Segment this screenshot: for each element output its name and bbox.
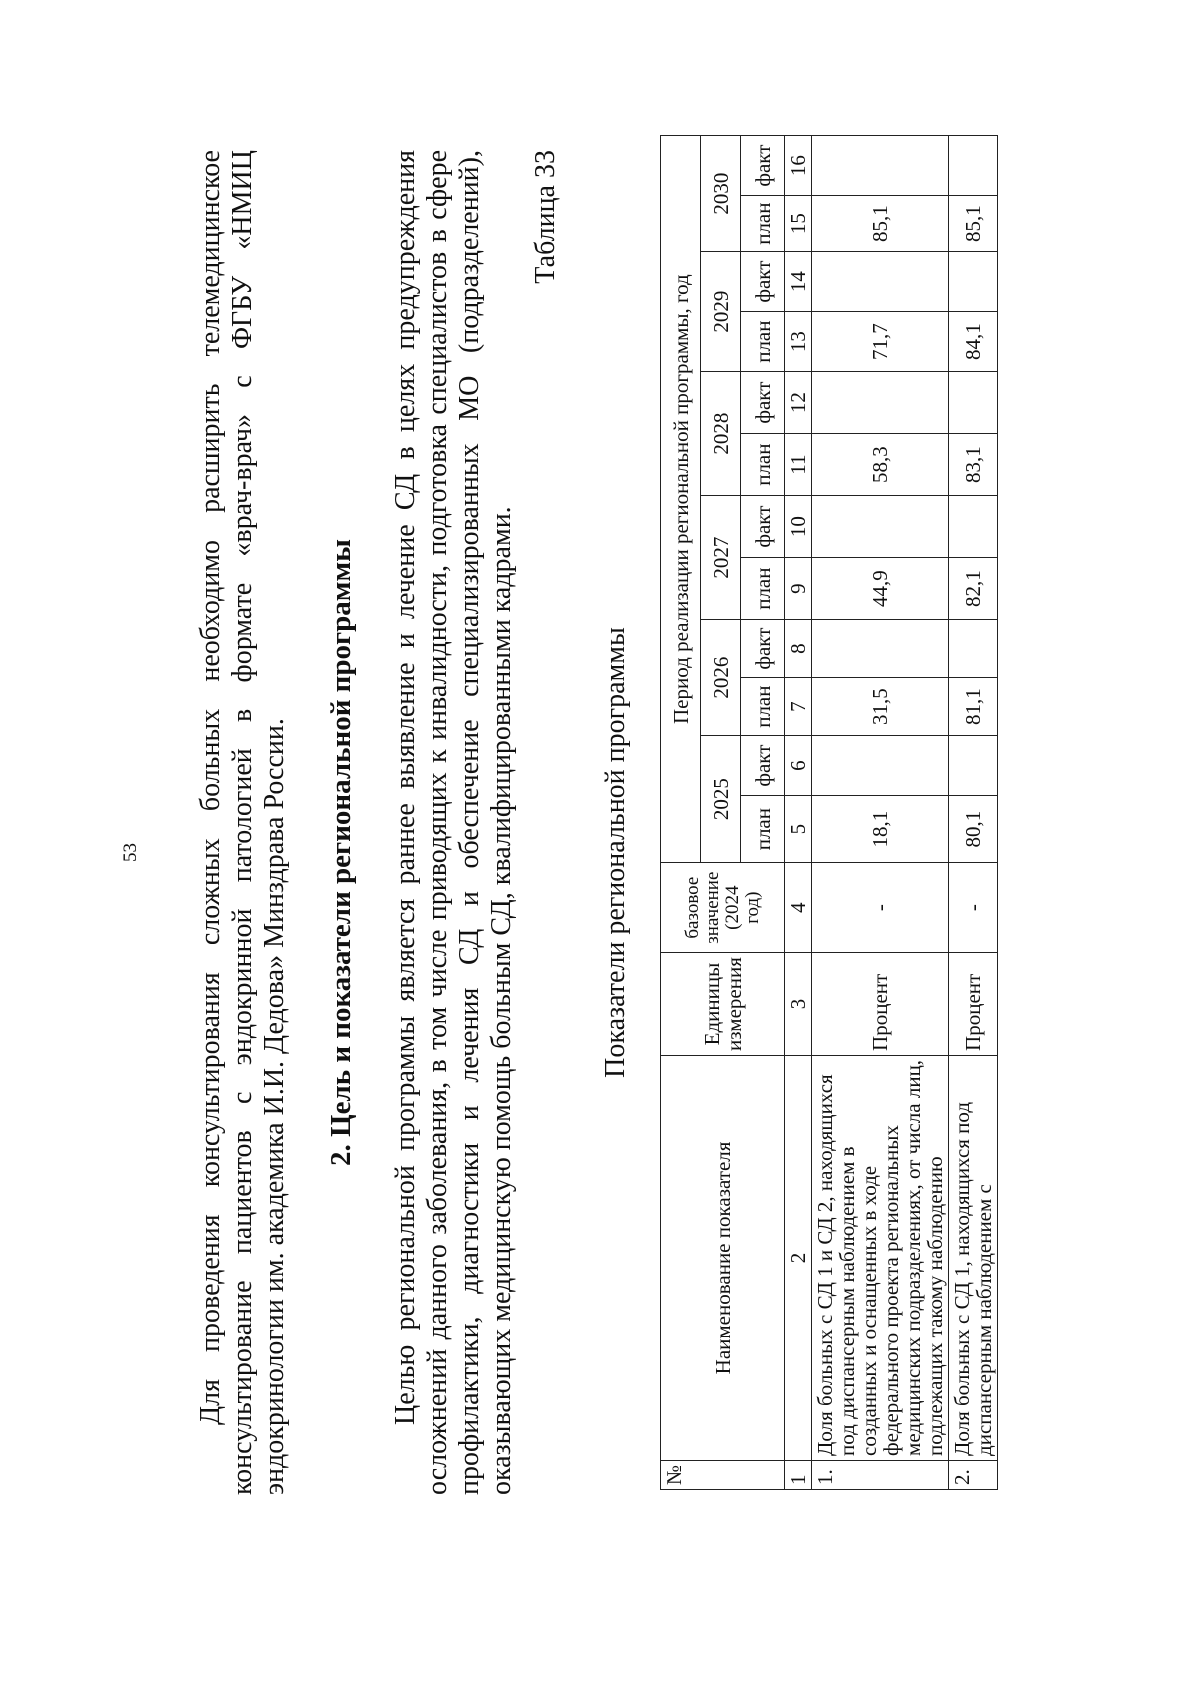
header-year: 2026 <box>701 620 741 736</box>
row-fact <box>812 372 949 434</box>
row-fact <box>812 252 949 312</box>
row-plan: 85,1 <box>812 196 949 252</box>
row-fact <box>949 620 998 678</box>
col-number: 7 <box>785 678 812 736</box>
header-fact: факт <box>741 252 785 312</box>
table-label: Таблица 33 <box>530 150 561 284</box>
row-plan: 85,1 <box>949 196 998 252</box>
header-fact: факт <box>741 736 785 796</box>
header-period: Период реализации региональной программы, год <box>661 136 701 863</box>
row-fact <box>812 620 949 678</box>
row-fact <box>812 496 949 558</box>
col-number: 14 <box>785 252 812 312</box>
row-plan: 44,9 <box>812 558 949 620</box>
header-name: Наименование показателя <box>661 1055 785 1460</box>
header-year: 2025 <box>701 736 741 863</box>
header-plan: план <box>741 796 785 863</box>
header-year: 2029 <box>701 252 741 372</box>
row-fact <box>949 252 998 312</box>
header-plan: план <box>741 434 785 496</box>
col-number: 9 <box>785 558 812 620</box>
col-number: 2 <box>785 1055 812 1460</box>
col-number: 16 <box>785 136 812 196</box>
row-num: 2. <box>949 1460 998 1489</box>
col-number: 15 <box>785 196 812 252</box>
header-units: Единицы измерения <box>661 953 785 1056</box>
header-plan: план <box>741 558 785 620</box>
header-num: № <box>661 1460 785 1489</box>
row-fact <box>949 736 998 796</box>
table-row <box>812 136 949 1490</box>
col-number: 4 <box>785 863 812 953</box>
header-plan: план <box>741 196 785 252</box>
row-plan: 31,5 <box>812 678 949 736</box>
header-year: 2028 <box>701 372 741 496</box>
col-number: 5 <box>785 796 812 863</box>
row-name: Доля больных с СД 1 и СД 2, находящихся под диспансерным наблюдением в созданных и оснащенных в ходе федерального проекта региональных медицинских подразделениях, от числа лиц, подлежащих такому наблюдению <box>812 1055 949 1460</box>
col-number: 3 <box>785 953 812 1056</box>
row-units: Процент <box>812 953 949 1056</box>
row-plan: 58,3 <box>812 434 949 496</box>
row-num: 1. <box>812 1460 949 1489</box>
row-plan: 83,1 <box>949 434 998 496</box>
row-base: - <box>949 863 998 953</box>
page-number: 53 <box>120 843 141 862</box>
header-fact: факт <box>741 136 785 196</box>
col-number: 8 <box>785 620 812 678</box>
row-plan: 71,7 <box>812 312 949 372</box>
header-fact: факт <box>741 372 785 434</box>
col-number: 13 <box>785 312 812 372</box>
table-title: Показатели региональной программы <box>600 627 631 1078</box>
col-number: 10 <box>785 496 812 558</box>
header-fact: факт <box>741 620 785 678</box>
row-name: Доля больных с СД 1, находящихся под диспансерным наблюдением с <box>949 1055 998 1460</box>
header-base: базовое значение (2024 год) <box>661 863 785 953</box>
section-title: 2. Цель и показатели региональной программы <box>325 539 357 1166</box>
row-fact <box>812 136 949 196</box>
table-row <box>949 136 998 1490</box>
row-plan: 81,1 <box>949 678 998 736</box>
column-number-row <box>785 136 812 1490</box>
col-number: 11 <box>785 434 812 496</box>
row-plan: 84,1 <box>949 312 998 372</box>
header-fact: факт <box>741 496 785 558</box>
header-plan: план <box>741 678 785 736</box>
col-number: 6 <box>785 736 812 796</box>
row-fact <box>812 736 949 796</box>
row-fact <box>949 496 998 558</box>
row-plan: 80,1 <box>949 796 998 863</box>
col-number: 1 <box>785 1460 812 1489</box>
row-fact <box>949 136 998 196</box>
indicators-table <box>660 135 998 1490</box>
row-fact <box>949 372 998 434</box>
header-plan: план <box>741 312 785 372</box>
paragraph-goal: Целью региональной программы является раннее выявление и лечение СД в целях предупреждения осложнений данного заболевания, в том числе приводящих к инвалидности, подготовка специалистов в сфере профилактики, диагностики и лечения СД и обеспечение специализированных МО (подразделений), оказывающих медицинскую помощь больным СД, квалифицированными кадрами. <box>390 150 517 1495</box>
paragraph-consultation: Для проведения консультирования сложных больных необходимо расширить телемедицинское консультирование пациентов с эндокринной патологией в формате «врач-врач» с ФГБУ «НМИЦ эндокринологии им. академика И.И. Дедова» Минздрава России. <box>195 150 290 1495</box>
row-base: - <box>812 863 949 953</box>
row-plan: 18,1 <box>812 796 949 863</box>
header-year: 2030 <box>701 136 741 252</box>
header-year: 2027 <box>701 496 741 620</box>
col-number: 12 <box>785 372 812 434</box>
row-units: Процент <box>949 953 998 1056</box>
row-plan: 82,1 <box>949 558 998 620</box>
